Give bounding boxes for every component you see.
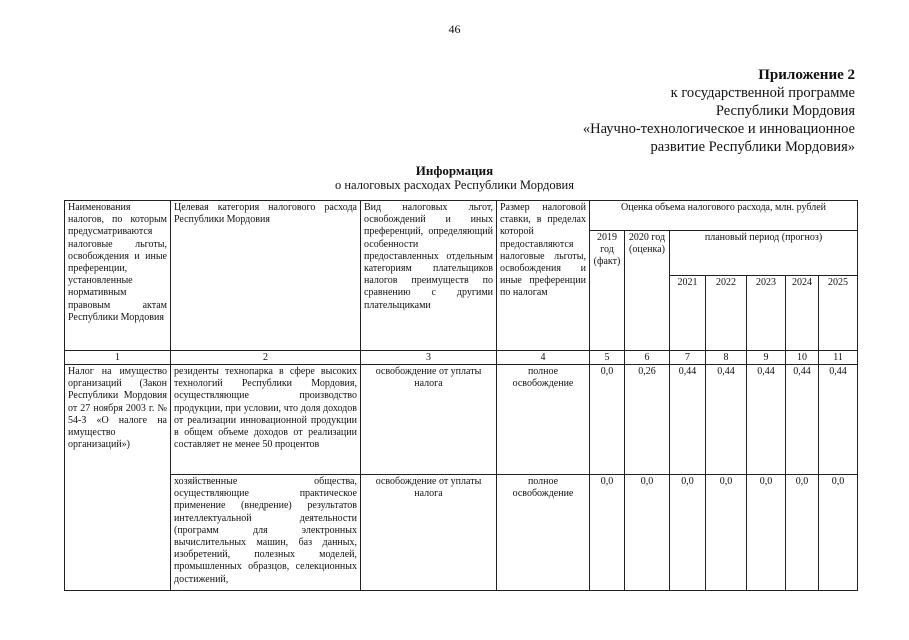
value-cell: 0,0 <box>625 475 670 591</box>
header-2020: 2020 год (оценка) <box>625 231 670 351</box>
header-estimate: Оценка объема налогового расхода, млн. рублей <box>590 201 858 231</box>
document-subtitle: о налоговых расходах Республики Мордовия <box>334 178 574 192</box>
column-number: 1 <box>65 351 171 365</box>
appendix-title: Приложение 2 <box>758 67 855 83</box>
column-number: 8 <box>706 351 747 365</box>
value-cell: 0,0 <box>590 365 625 475</box>
table-row <box>65 475 858 591</box>
tax-name-cell: Налог на имущество организаций (Закон Республики Мордовия от 27 ноября 2003 г. № 54-З «О налоге на имущество организаций») <box>65 365 171 591</box>
value-cell: 0,0 <box>819 475 858 591</box>
appendix-line: «Научно-технологическое и инновационное <box>582 121 855 137</box>
value-cell: 0,0 <box>786 475 819 591</box>
rate-size-cell: полное освобождение <box>497 365 590 475</box>
benefit-type-cell: освобождение от уплаты налога <box>361 365 497 475</box>
value-cell: 0,26 <box>625 365 670 475</box>
value-cell: 0,44 <box>786 365 819 475</box>
value-cell: 0,44 <box>747 365 786 475</box>
target-category-cell: хозяйственные общества, осуществляющие практическое применение (внедрение) результатов интеллектуальной деятельности (программ для электронных вычислительных машин, баз данных, изобретений, полезных моделей, промышленных образцов, селекционных достижений, <box>171 475 361 591</box>
column-number: 6 <box>625 351 670 365</box>
value-cell: 0,44 <box>819 365 858 475</box>
table-row <box>65 365 858 475</box>
header-tax-name: Наименования налогов, по которым предусматриваются налоговые льготы, освобождения и иные преференции, установленные нормативным правовым актам Республики Мордовия <box>65 201 171 351</box>
target-category-cell: резиденты технопарка в сфере высоких технологий Республики Мордовия, осуществляющие производство продукции, при условии, что доля доходов от реализации инновационной продукции в общем объеме доходов от реализации составляет не менее 50 процентов <box>171 365 361 475</box>
header-year: 2022 <box>706 276 747 351</box>
value-cell: 0,44 <box>706 365 747 475</box>
appendix-line: к государственной программе <box>670 85 855 101</box>
appendix-line: развитие Республики Мордовия» <box>650 139 855 155</box>
benefit-type-cell: освобождение от уплаты налога <box>361 475 497 591</box>
header-2019: 2019 год (факт) <box>590 231 625 351</box>
header-year: 2021 <box>670 276 706 351</box>
header-year: 2023 <box>747 276 786 351</box>
header-benefit-type: Вид налоговых льгот, освобождений и иных преференций, определяющий особенности предоставленных отдельным категориям плательщиков налогов преимуществ по сравнению с другими плательщиками <box>361 201 497 351</box>
column-number: 9 <box>747 351 786 365</box>
column-number: 7 <box>670 351 706 365</box>
column-number: 3 <box>361 351 497 365</box>
value-cell: 0,0 <box>670 475 706 591</box>
column-number: 4 <box>497 351 590 365</box>
header-year: 2024 <box>786 276 819 351</box>
document-title: Информация <box>415 163 494 178</box>
tax-expenditure-table <box>64 200 858 591</box>
column-number: 10 <box>786 351 819 365</box>
rate-size-cell: полное освобождение <box>497 475 590 591</box>
value-cell: 0,0 <box>747 475 786 591</box>
appendix-line: Республики Мордовия <box>715 103 855 119</box>
appendix-block <box>583 66 855 156</box>
header-planned-period: плановый период (прогноз) <box>670 231 858 276</box>
header-target-category: Целевая категория налогового расхода Республики Мордовия <box>171 201 361 351</box>
value-cell: 0,0 <box>706 475 747 591</box>
column-number: 2 <box>171 351 361 365</box>
value-cell: 0,0 <box>590 475 625 591</box>
document-heading <box>0 163 909 193</box>
header-year: 2025 <box>819 276 858 351</box>
column-number-row <box>65 351 858 365</box>
page-number: 46 <box>448 22 461 36</box>
column-number: 11 <box>819 351 858 365</box>
column-number: 5 <box>590 351 625 365</box>
value-cell: 0,44 <box>670 365 706 475</box>
header-rate-size: Размер налоговой ставки, в пределах которой предоставляются налоговые льготы, освобождения и иные преференции по налогам <box>497 201 590 351</box>
